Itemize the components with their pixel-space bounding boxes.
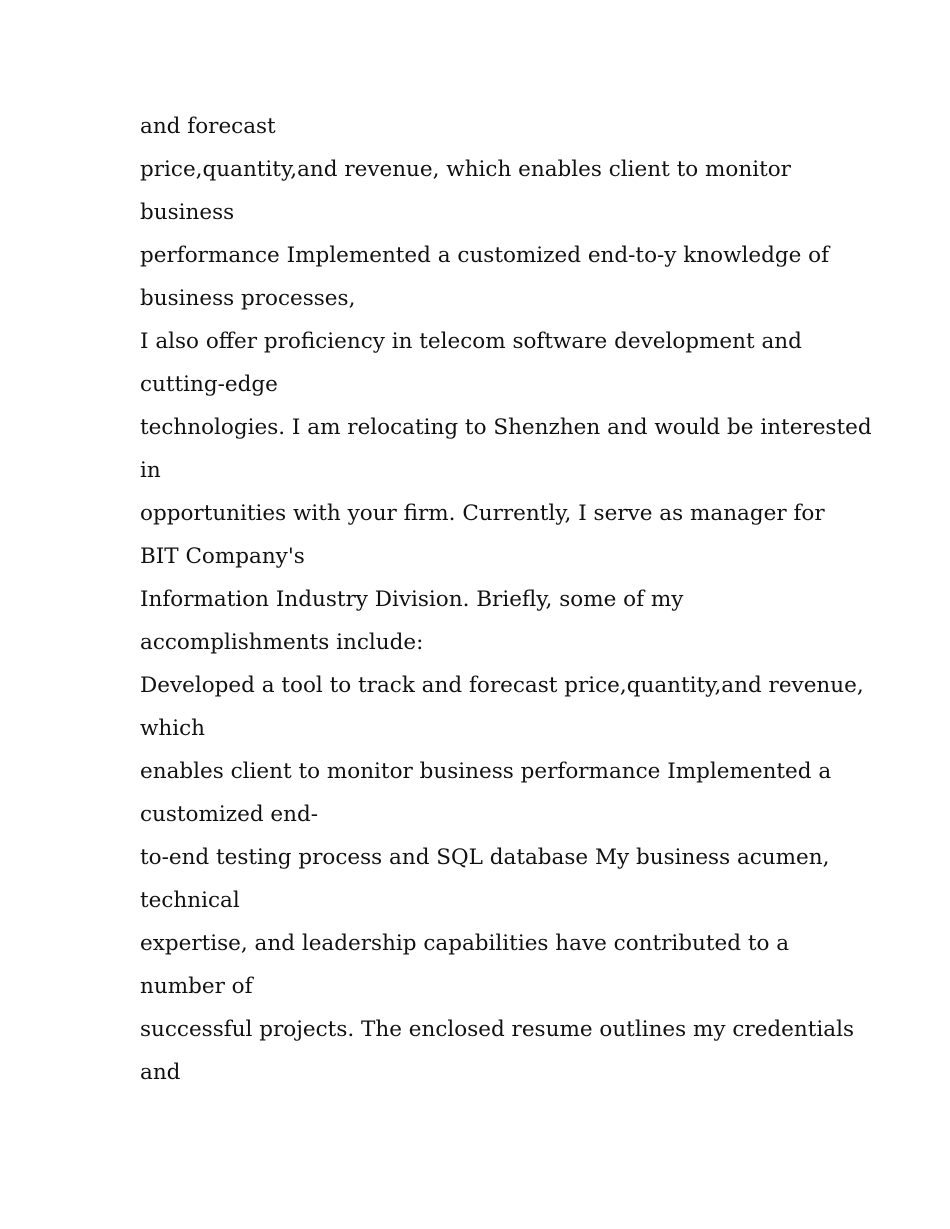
text-line: and forecast xyxy=(140,114,276,139)
text-line: successful projects. The enclosed resume outlines my credentials xyxy=(140,1017,854,1042)
text-line: which xyxy=(140,716,206,741)
text-line: technologies. I am relocating to Shenzhen and would be interested xyxy=(140,415,872,440)
text-line: expertise, and leadership capabilities have contributed to a xyxy=(140,931,790,956)
text-line: to-end testing process and SQL database My business acumen, xyxy=(140,845,830,870)
text-line: Information Industry Division. Briefly, some of my xyxy=(140,587,684,612)
text-line: customized end- xyxy=(140,802,319,827)
text-line: I also offer proficiency in telecom software development and xyxy=(140,329,802,354)
text-line: performance Implemented a customized end-to-y knowledge of xyxy=(140,243,830,268)
text-line: in xyxy=(140,458,161,483)
text-line: number of xyxy=(140,974,253,999)
text-line: Developed a tool to track and forecast price,quantity,and revenue, xyxy=(140,673,864,698)
text-line: cutting-edge xyxy=(140,372,278,397)
text-line: price,quantity,and revenue, which enables client to monitor xyxy=(140,157,791,182)
text-line: BIT Company's xyxy=(140,544,305,569)
text-line: accomplishments include: xyxy=(140,630,424,655)
text-line: technical xyxy=(140,888,240,913)
text-line: opportunities with your firm. Currently, I serve as manager for xyxy=(140,501,825,526)
text-line: and xyxy=(140,1060,181,1085)
text-line: business xyxy=(140,200,235,225)
text-line: business processes, xyxy=(140,286,356,311)
body-text xyxy=(140,105,872,1094)
text-line: enables client to monitor business performance Implemented a xyxy=(140,759,832,784)
